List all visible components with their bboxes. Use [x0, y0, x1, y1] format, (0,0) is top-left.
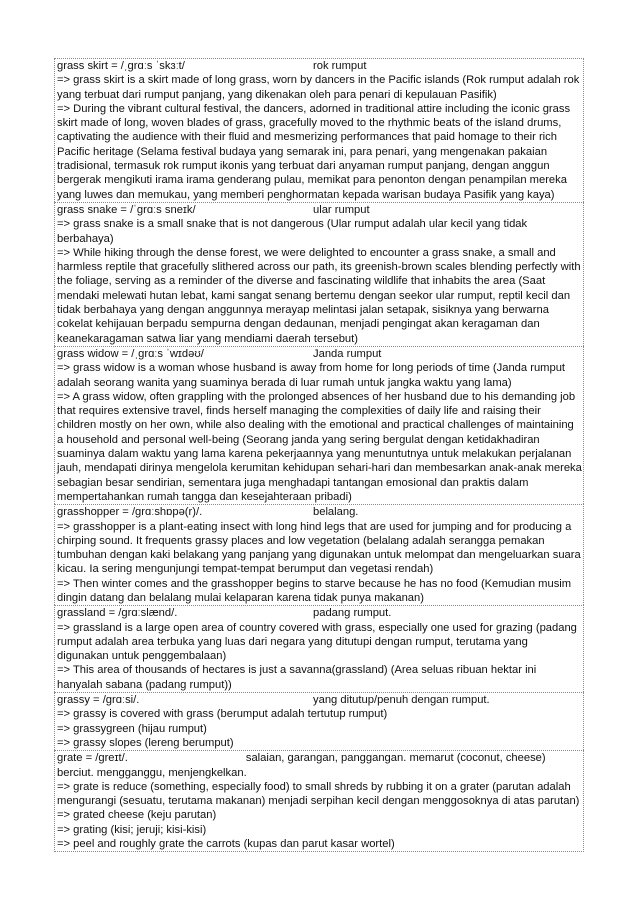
entry-headword: grass snake = /ˈɡrɑːs sneɪk/: [57, 203, 196, 216]
dictionary-entry: [54, 692, 584, 750]
entry-meaning: Janda rumput: [313, 347, 382, 360]
dictionary-entry: [54, 58, 584, 202]
entry-line: => This area of thousands of hectares is just a savanna(grassland) (Area seluas ribuan hektar ini hanyalah sabana (padang rumput)): [57, 664, 537, 691]
entry-meaning: yang ditutup/penuh dengan rumput.: [313, 694, 490, 707]
entry-headword: grass widow = /ˌɡrɑːs ˈwɪdəʊ/: [57, 347, 204, 360]
entry-line: => grasshopper is a plant-eating insect with long hind legs that are used for jumping and for producing a chirping sound. It frequents grassy places and low vegetation (belalang adalah serangga pemakan tumbuhan dengan kaki belakang yang panjang yang digunakan untuk melompat dan mengeluarkan suara kicau. Ia sering mengunjungi tempat-tempat berumput dan vegetasi rendah): [57, 520, 581, 576]
dictionary-entry: [54, 750, 584, 852]
dictionary-entry: [54, 346, 584, 504]
entry-header: [57, 59, 582, 73]
entry-line: => grass snake is a small snake that is not dangerous (Ular rumput adalah ular kecil yang tidak berbahaya): [57, 218, 528, 245]
entry-header: [57, 505, 582, 519]
entry-line: => Then winter comes and the grasshopper begins to starve because he has no food (Kemudian musim dingin datang dan belalang mulai kelaparan karena tidak punya makanan): [57, 577, 572, 604]
dictionary-page: [54, 58, 584, 852]
dictionary-entry: [54, 202, 584, 346]
entry-line: => grate is reduce (something, especially food) to small shreds by rubbing it on a grater (parutan adalah mengurangi (sesuatu, terutama makanan) menjadi serpihan kecil dengan menggosoknya di atas parutan): [57, 780, 580, 808]
entry-headword: grassland = /ɡrɑːslænd/.: [57, 607, 178, 620]
entry-header: [57, 203, 582, 217]
entry-line: => While hiking through the dense forest, we were delighted to encounter a grass snake, a small and harmless reptile that gracefully slithered across our path, its greenish-brown scales blending perfectly with the foliage, serving as a reminder of the diverse and fascinating wildlife that inhabits the area (Saat mendaki melewati hutan lebat, kami sangat senang bertemu dengan seekor ular rumput, reptil kecil dan tidak berbahaya yang dengan anggunnya merayap melintasi jalan setapak, sisiknya yang berwarna cokelat kehijauan berpadu sempurna dengan dedaunan, menjadi pengingat akan keragaman dan keanekaragaman satwa liar yang mendiami daerah tersebut): [57, 246, 581, 345]
entry-headword: grass skirt = /ˌɡrɑːs ˈskɜːt/: [57, 60, 185, 72]
entry-header: [57, 693, 582, 707]
entry-header: [57, 347, 582, 361]
entry-line: => peel and roughly grate the carrots (kupas dan parut kasar wortel): [57, 838, 395, 851]
entry-meaning: ular rumput: [313, 203, 370, 216]
entry-headword: grasshopper = /ɡrɑːshɒpə(r)/.: [57, 506, 203, 519]
entry-line: => grated cheese (keju parutan): [57, 809, 217, 822]
entry-headword: grate = /ɡreɪt/.: [57, 752, 128, 765]
entry-meaning: belalang.: [313, 506, 359, 519]
entry-line: => grassland is a large open area of country covered with grass, especially one used for grazing (padang rumput adalah area terbuka yang luas dari negara yang ditutupi dengan rumput, terutama yang digunakan untuk penggembalaan): [57, 621, 577, 663]
dictionary-entry: [54, 605, 584, 692]
entry-headword: grassy = /ɡrɑːsi/.: [57, 694, 140, 707]
entry-line: => A grass widow, often grappling with the prolonged absences of her husband due to his demanding job that requires extensive travel, finds herself managing the complexities of daily life and raising their children mostly on her own, while also dealing with the emotional and practical challenges of maintaining a household and personal well-being (Seorang janda yang sering bergulat dengan ketidakhadiran suaminya dalam waktu yang lama karena pekerjaannya yang menuntutnya untuk melakukan perjalanan jauh, mendapati dirinya mengelola kerumitan kehidupan sehari-hari dan membesarkan anak-anak mereka sebagian besar sendirian, sementara juga menghadapi tantangan emosional dan praktis dalam mempertahankan rumah tangga dan kesejahteraan pribadi): [57, 390, 582, 503]
entry-line: => grassygreen (hijau rumput): [57, 722, 207, 735]
entry-header: [57, 751, 582, 780]
entry-meaning: padang rumput.: [313, 607, 392, 620]
entry-line: => grass widow is a woman whose husband is away from home for long periods of time (Janda rumput adalah seorang wanita yang suaminya berada di luar rumah untuk jangka waktu yang lama): [57, 362, 566, 389]
entry-line: => grassy slopes (lereng berumput): [57, 736, 234, 749]
entry-header: [57, 606, 582, 620]
entry-line: => grass skirt is a skirt made of long grass, worn by dancers in the Pacific islands (Rok rumput adalah rok yang terbuat dari rumput panjang, yang dikenakan oleh para penari di kepulauan Pasifik): [57, 74, 580, 101]
entry-meaning: rok rumput: [313, 60, 367, 72]
entry-meaning: salaian, garangan, panggangan. memarut (coconut, cheese) berciut. mengganggu, menjengkelkan.: [57, 752, 546, 779]
entry-line: => During the vibrant cultural festival, the dancers, adorned in traditional attire including the iconic grass skirt made of long, woven blades of grass, gracefully moved to the rhythmic beats of the island drums, captivating the audience with their fluid and mesmerizing performances that paid homage to their rich Pacific heritage (Selama festival budaya yang semarak ini, para penari, yang mengenakan pakaian tradisional, termasuk rok rumput ikonis yang terbuat dari anyaman rumput panjang, dengan anggun bergerak mengikuti irama irama genderang pulau, memikat para penonton dengan penampilan mereka yang luwes dan memukau, yang memberi penghormatan kepada warisan budaya Pasifik yang kaya): [57, 102, 571, 201]
entry-line: => grassy is covered with grass (berumput adalah tertutup rumput): [57, 708, 388, 721]
entry-line: => grating (kisi; jeruji; kisi-kisi): [57, 823, 207, 836]
dictionary-entry: [54, 504, 584, 605]
